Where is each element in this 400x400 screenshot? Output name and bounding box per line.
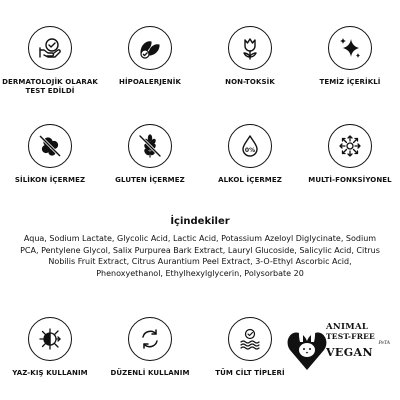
- feature-label: DÜZENLİ KULLANIM: [110, 369, 190, 377]
- feature-label: GLUTEN İÇERMEZ: [115, 176, 185, 184]
- feature-dermatologically-tested: [0, 26, 100, 95]
- feature-all-skin-types: [200, 317, 300, 378]
- feature-hypoallergenic: [100, 26, 200, 87]
- badge-vegan-label: VEGAN: [326, 346, 373, 359]
- feature-gluten-free: [100, 124, 200, 185]
- badge-test-free-label: TEST-FREE: [326, 332, 375, 341]
- no-gluten-icon: [128, 124, 172, 168]
- feature-summer-winter-use: [0, 317, 100, 378]
- feature-label: NON-TOKSİK: [225, 78, 275, 86]
- badge-peta-label: PeTA: [378, 341, 390, 346]
- feature-alcohol-free: [200, 124, 300, 185]
- ingredients-section: [0, 216, 400, 279]
- alcohol-drop-0-icon: [228, 124, 272, 168]
- drop-percent-label: 0%: [244, 147, 256, 154]
- multi-arrows-icon: [328, 124, 372, 168]
- feature-label: DERMATOLOJİK OLARAK TEST EDİLDİ: [2, 78, 98, 95]
- sparkle-icon: [328, 26, 372, 70]
- badge-text: [326, 322, 398, 359]
- no-silicone-icon: [28, 124, 72, 168]
- tulip-icon: [228, 26, 272, 70]
- skin-check-icon: [228, 317, 272, 361]
- feature-silicone-free: [0, 124, 100, 185]
- feature-label: YAZ-KIŞ KULLANIM: [12, 369, 88, 377]
- leaves-check-icon: [128, 26, 172, 70]
- season-sun-snow-icon: [28, 317, 72, 361]
- ingredients-title: İçindekiler: [170, 216, 230, 227]
- checked-hand-icon: [28, 26, 72, 70]
- feature-label: SİLİKON İÇERMEZ: [14, 176, 86, 184]
- feature-label: MULTİ-FONKSİYONEL: [308, 176, 392, 184]
- feature-label: HİPOALERJENİK: [119, 78, 181, 86]
- feature-label: ALKOL İÇERMEZ: [218, 176, 282, 184]
- cycle-arrows-icon: [128, 317, 172, 361]
- feature-label: TEMİZ İÇERİKLİ: [319, 78, 381, 86]
- feature-clean-ingredients: [300, 26, 400, 87]
- feature-non-toxic: [200, 26, 300, 87]
- feature-label: TÜM CİLT TİPLERİ: [215, 369, 285, 377]
- ingredients-text: Aqua, Sodium Lactate, Glycolic Acid, Lactic Acid, Potassium Azeloyl Diglycinate, Sodium PCA, Pentylene Glycol, Salix Purpurea Bark Extract, Lauryl Glucoside, Salicylic Acid, Citrus Nobilis Fruit Extract, Citrus Aurantium Peel Extract, 3-O-Ethyl Ascorbic Acid, Phenoxyethanol, Ethylhexylglycerin, Polysorbate 20: [20, 234, 380, 278]
- feature-regular-use: [100, 317, 200, 378]
- feature-multi-functional: [300, 124, 400, 185]
- animal-test-free-vegan-badge: [286, 318, 396, 376]
- bunny-heart-logo: [286, 320, 328, 372]
- badge-animal-label: ANIMAL: [326, 322, 369, 332]
